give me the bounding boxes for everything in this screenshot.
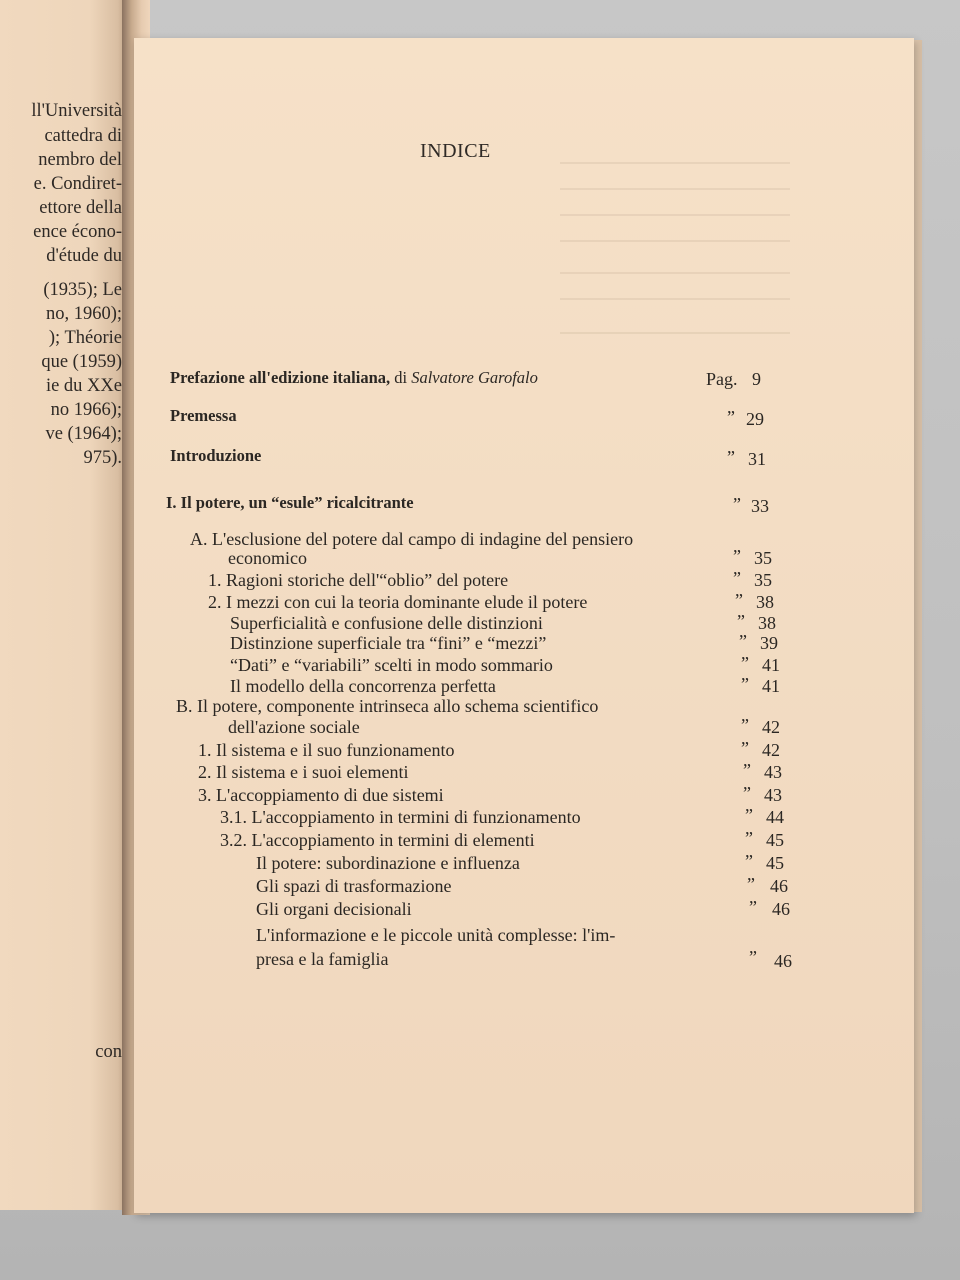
page-number: 42 bbox=[762, 740, 780, 760]
ditto-mark: ” bbox=[735, 590, 743, 610]
left-page-line: ); Théorie bbox=[48, 328, 122, 348]
page-number: 38 bbox=[756, 592, 774, 612]
page-number: 33 bbox=[751, 496, 769, 516]
page-number: 39 bbox=[760, 633, 778, 653]
toc-entry: 2. Il sistema e i suoi elementi bbox=[198, 762, 409, 782]
toc-entry: 2. I mezzi con cui la teoria dominante elude il potere bbox=[208, 592, 588, 612]
page-number: 42 bbox=[762, 717, 780, 737]
toc-entry: Superficialità e confusione delle distinzioni bbox=[230, 613, 543, 633]
left-page-line: con bbox=[95, 1042, 122, 1062]
toc-entry: 3.1. L'accoppiamento in termini di funzionamento bbox=[220, 807, 581, 827]
toc-chapter-1: I. Il potere, un “esule” ricalcitrante bbox=[166, 493, 414, 512]
page-number: 46 bbox=[772, 899, 790, 919]
toc-entry: L'informazione e le piccole unità complesse: l'im- bbox=[256, 925, 616, 945]
toc-entry: 1. Il sistema e il suo funzionamento bbox=[198, 740, 455, 760]
page-number: 43 bbox=[764, 785, 782, 805]
left-page-line: d'étude du bbox=[46, 246, 122, 266]
ditto-mark: ” bbox=[739, 631, 747, 651]
toc-entry: Gli spazi di trasformazione bbox=[256, 876, 452, 896]
left-page-line: no, 1960); bbox=[45, 304, 122, 324]
page-number: 46 bbox=[770, 876, 788, 896]
page-number: 31 bbox=[748, 449, 766, 469]
page-number: 45 bbox=[766, 853, 784, 873]
ditto-mark: ” bbox=[727, 447, 735, 467]
ditto-mark: ” bbox=[745, 805, 753, 825]
toc-entry-author: Salvatore Garofalo bbox=[411, 368, 538, 387]
toc-entry-label: Prefazione all'edizione italiana, bbox=[170, 368, 391, 387]
ditto-mark: ” bbox=[733, 546, 741, 566]
page-number: 29 bbox=[746, 409, 764, 429]
toc-entry: Il modello della concorrenza perfetta bbox=[230, 676, 496, 696]
ditto-mark: ” bbox=[747, 874, 755, 894]
toc-entry: B. Il potere, componente intrinseca allo schema scientifico bbox=[176, 696, 599, 716]
ditto-mark: ” bbox=[727, 407, 735, 427]
left-page-line: cattedra di bbox=[44, 126, 122, 146]
toc-entry: dell'azione sociale bbox=[228, 717, 360, 737]
page-number: 41 bbox=[762, 655, 780, 675]
toc-entry: Il potere: subordinazione e influenza bbox=[256, 853, 520, 873]
left-page-line: que (1959) bbox=[41, 352, 122, 372]
page-number: 46 bbox=[774, 951, 792, 971]
ditto-mark: ” bbox=[743, 783, 751, 803]
page-number: 35 bbox=[754, 570, 772, 590]
toc-entry-by: di bbox=[394, 368, 408, 387]
left-page-line: ll'Università bbox=[31, 101, 122, 121]
left-page-line: (1935); Le bbox=[43, 280, 122, 300]
toc-entry: economico bbox=[228, 548, 307, 568]
page-title: INDICE bbox=[420, 140, 491, 162]
ditto-mark: ” bbox=[733, 568, 741, 588]
page-number: 43 bbox=[764, 762, 782, 782]
left-page-line: e. Condiret- bbox=[33, 174, 122, 194]
page-number: 35 bbox=[754, 548, 772, 568]
toc-entry: A. L'esclusione del potere dal campo di indagine del pensiero bbox=[190, 529, 634, 549]
ditto-mark: ” bbox=[745, 828, 753, 848]
toc-entry: 3.2. L'accoppiamento in termini di elementi bbox=[220, 830, 535, 850]
ditto-mark: ” bbox=[733, 494, 741, 514]
ditto-mark: ” bbox=[745, 851, 753, 871]
ditto-mark: ” bbox=[749, 897, 757, 917]
page-number: 44 bbox=[766, 807, 784, 827]
toc-entry: 3. L'accoppiamento di due sistemi bbox=[198, 785, 444, 805]
toc-entry: Gli organi decisionali bbox=[256, 899, 412, 919]
page-number: 9 bbox=[752, 369, 761, 389]
left-page-line: ie du XXe bbox=[45, 376, 122, 396]
left-page-line: ettore della bbox=[39, 198, 122, 218]
toc-entry: 1. Ragioni storiche dell'“oblio” del potere bbox=[208, 570, 509, 590]
page-prefix: Pag. bbox=[706, 369, 738, 389]
page-number: 41 bbox=[762, 676, 780, 696]
ditto-mark: ” bbox=[749, 947, 757, 967]
left-page-line: 975). bbox=[83, 448, 122, 468]
toc-entry: presa e la famiglia bbox=[256, 949, 389, 969]
left-page-line: ence écono- bbox=[33, 222, 122, 242]
ditto-mark: ” bbox=[741, 715, 749, 735]
ditto-mark: ” bbox=[741, 674, 749, 694]
ditto-mark: ” bbox=[737, 611, 745, 631]
page-number: 45 bbox=[766, 830, 784, 850]
toc-entry: Distinzione superficiale tra “fini” e “mezzi” bbox=[230, 633, 547, 653]
left-page-line: no 1966); bbox=[50, 400, 122, 420]
ditto-mark: ” bbox=[743, 760, 751, 780]
toc-entry-premessa: Premessa bbox=[170, 406, 237, 425]
left-page-line: ve (1964); bbox=[45, 424, 122, 444]
toc-entry-preface bbox=[170, 370, 538, 387]
page-number: 38 bbox=[758, 613, 776, 633]
left-page-line: nembro del bbox=[38, 150, 122, 170]
toc-entry: “Dati” e “variabili” scelti in modo sommario bbox=[230, 655, 553, 675]
ditto-mark: ” bbox=[741, 653, 749, 673]
toc-entry-introduzione: Introduzione bbox=[170, 446, 262, 465]
ditto-mark: ” bbox=[741, 738, 749, 758]
